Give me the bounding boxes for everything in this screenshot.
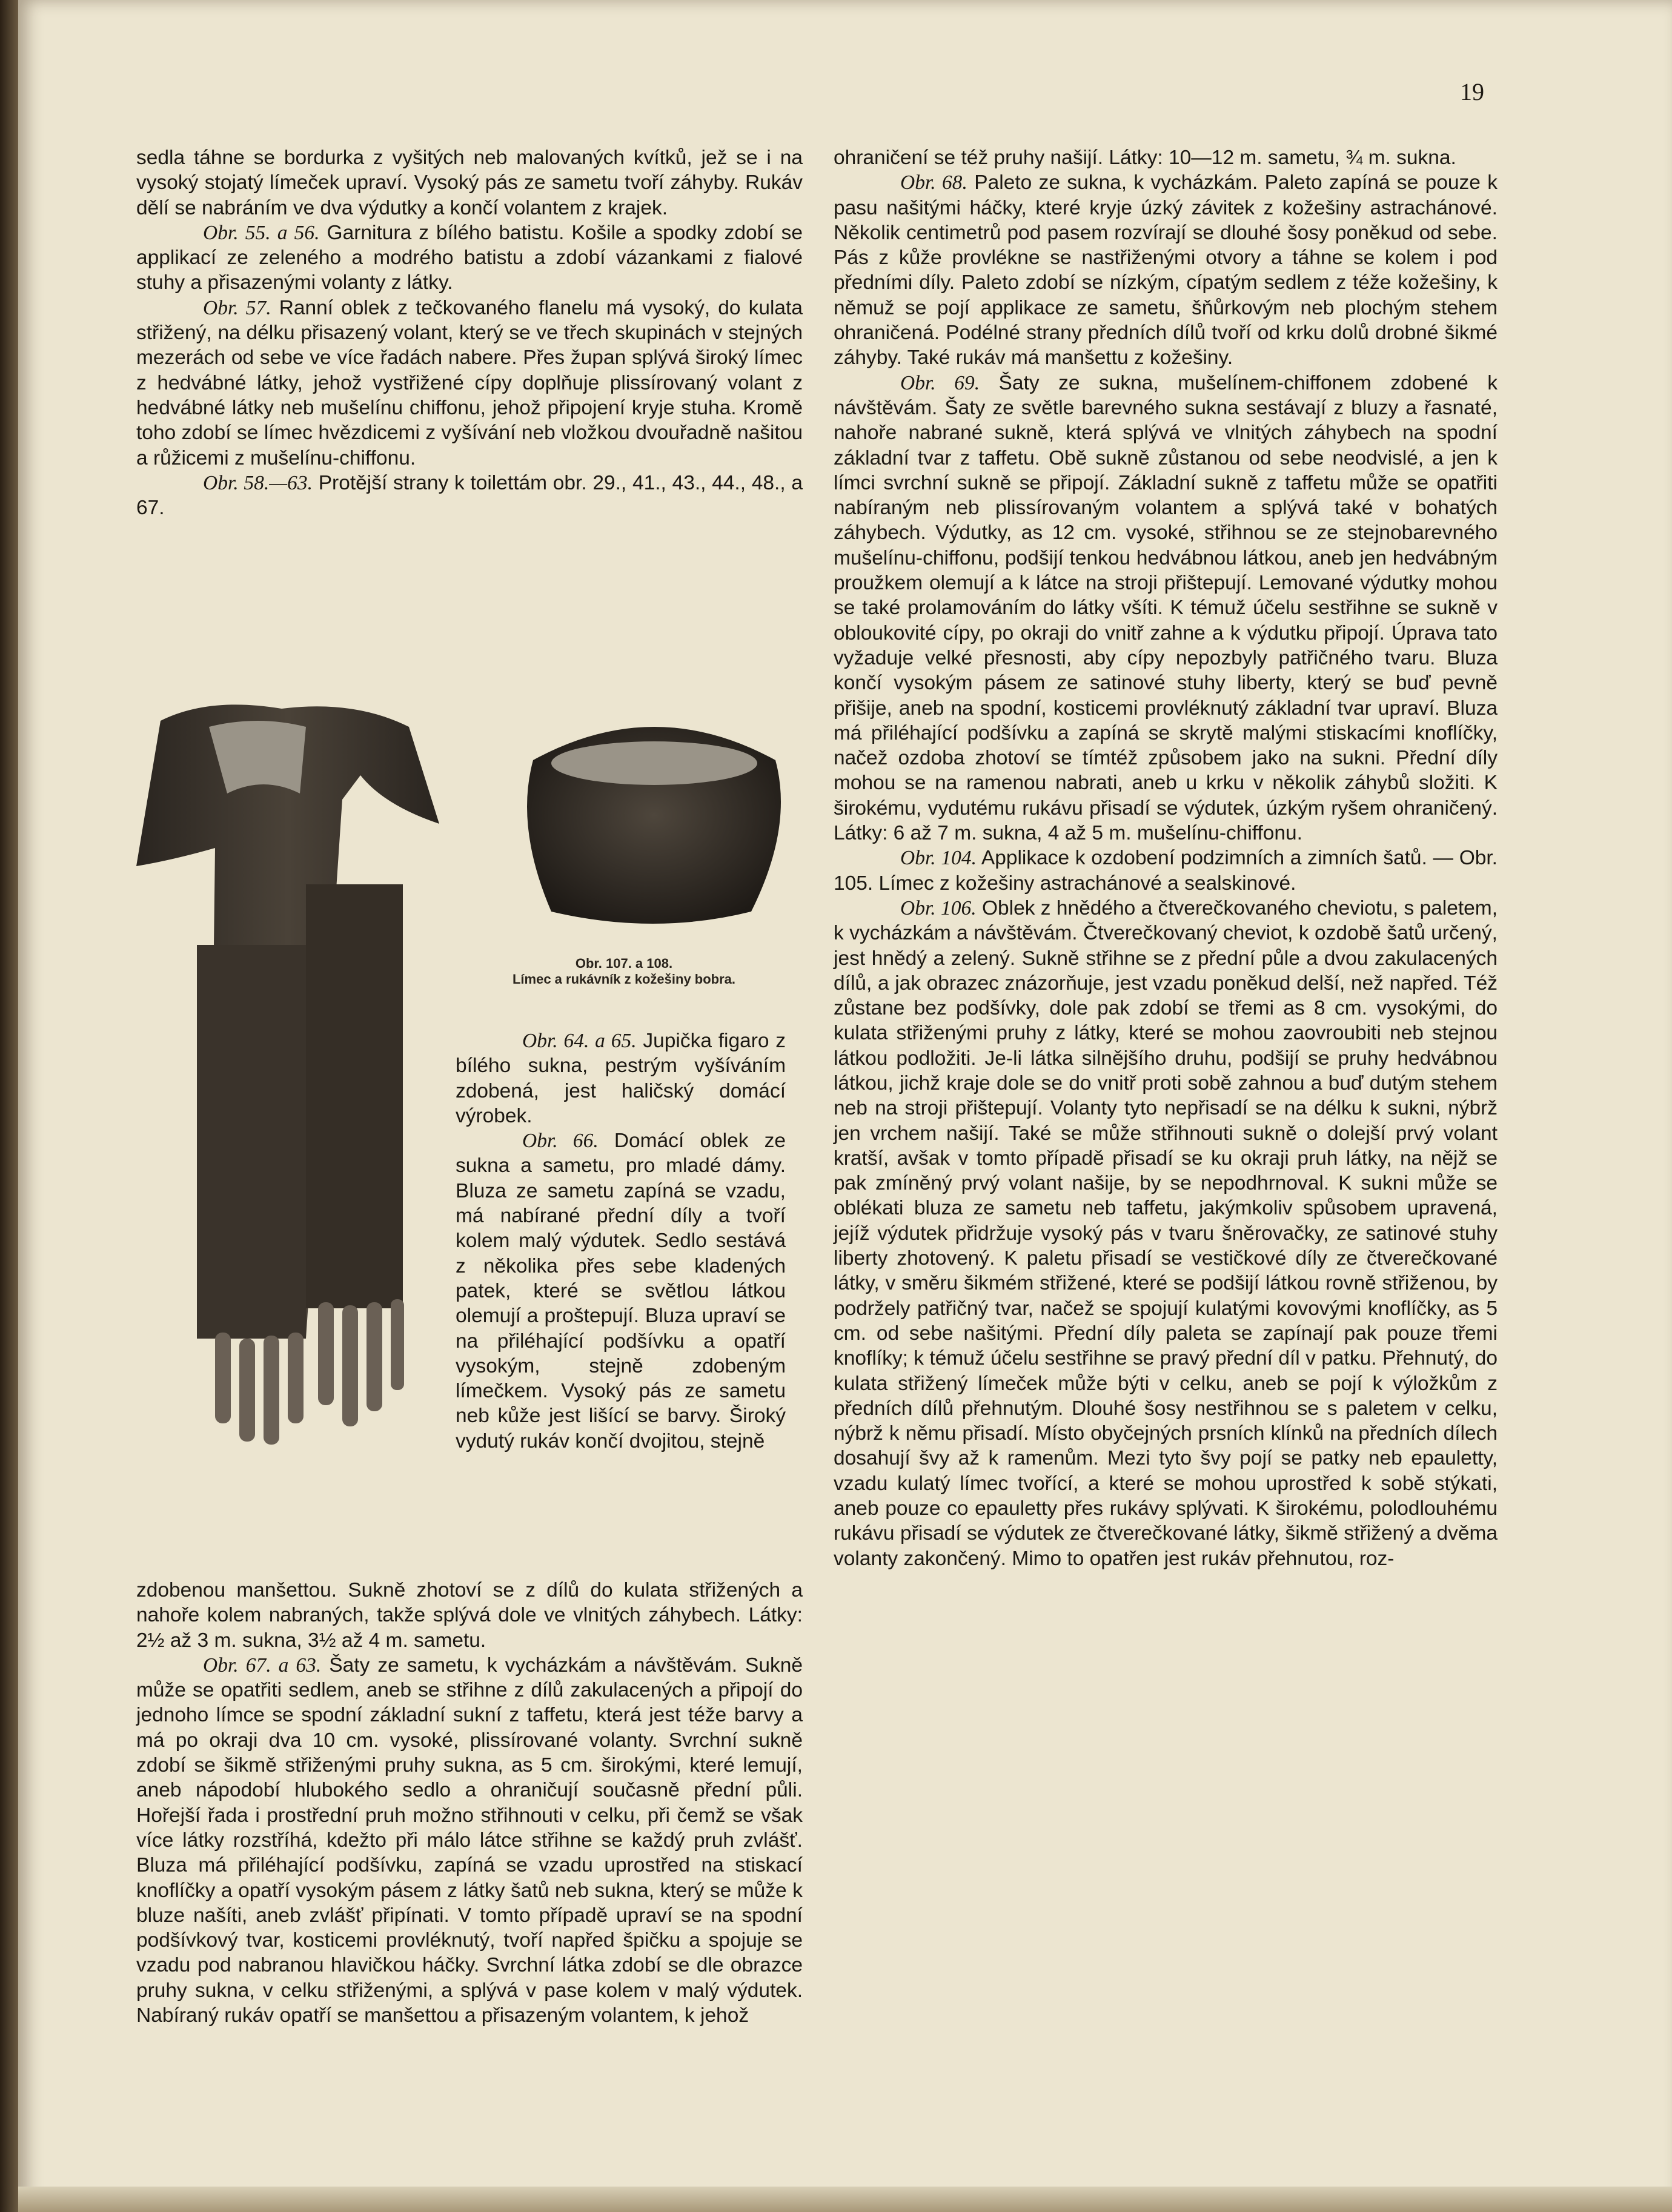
paragraph: Obr. 58.—63. Protější strany k toilettám obr. 29., 41., 43., 44., 48., a 67. — [136, 471, 803, 520]
figure-caption — [466, 956, 781, 987]
paragraph: sedla táhne se bordurka z vyšitých neb malovaných kvítků, jež se i na vysoký stojatý límeček upraví. Vysoký pás ze sametu tvoří záhyby. Rukáv dělí se nabráním ve dva výdutky a končí volantem z krajek. — [136, 147, 803, 219]
paragraph: Obr. 64. a 65. Jupička figaro z bílého sukna, pestrým vyšíváním zdobená, jest haličský domácí výrobek. — [456, 1030, 786, 1127]
figure-reference: Obr. 58.—63. — [203, 471, 313, 494]
figure-reference: Obr. 57. — [203, 296, 271, 319]
paragraph: Obr. 55. a 56. Garnitura z bílého batistu. Košile a spodky zdobí se applikací ze zeleného a modrého batistu a zdobí vázankami z fialové stuhy a přisazenými volanty z látky. — [136, 221, 803, 294]
paragraph: zdobenou manšettou. Sukně zhotoví se z dílů do kulata střižených a nahoře kolem nabraných, takže splývá dole ve vlnitých záhybech. Látky: 2½ až 3 m. sukna, 3½ až 4 m. sametu. — [136, 1579, 803, 1652]
caption-line: Obr. 107. a 108. — [575, 956, 673, 971]
paragraph: Obr. 69. Šaty ze sukna, mušelínem-chiffonem zdobené k návštěvám. Šaty ze světle barevného sukna sestávají z bluzy a řasnaté, nahoře nabrané sukně, která splývá ve vlnitých záhybech na spodní základní tvar z taffetu. Obě sukně zůstanou od sebe neodvislé, a jen k límci svrchní sukně se připojí. Základní sukně z taffetu může se opatřiti nabíraným neb plissírovaným volantem a splývá také v bohatých záhybech. Výdutky, as 12 cm. vysoké, střihnou se ze stejnobarevného mušelínu-chiffonu, podšijí tenkou hedvábnou látkou, aneb jen hedvábným proužkem olemují a k látce na stroji přištepují. Lemované výdutky mohou se také prolamováním do látky všíti. K témuž účelu sestřihne se sukně v obloukovité cípy, po okraji do vnitř zahne a k výdutku připojí. Úprava tato vyžaduje velké přesnosti, aby cípy nepozbyly patřičného tvaru. Bluza končí vysokým pásem ze satinové stuhy liberty, který se buď pevně přišije, aneb na spodní, kosticemi provléknutý základní tvar upraví. Bluza má přiléhající podšívku a zapíná se skrytě malými stiskacími knoflíčky, načež ozdoba zhotoví se tímtéž způsobem jako na sukni. Přední díly mohou se na ramenou nabrati, aneb u krku v několik záhybů složiti. K širokému, vydutému rukávu přisadí se výdutek, úzkým ryšem ohraničený. Látky: 6 až 7 m. sukna, 4 až 5 m. mušelínu-chiffonu. — [834, 371, 1498, 845]
figure-reference: Obr. 68. — [900, 171, 967, 194]
left-column-beside-figure — [456, 1028, 786, 1454]
figure-reference: Obr. 67. a 63. — [203, 1654, 322, 1677]
figure-reference: Obr. 104. — [900, 847, 977, 870]
caption-line: Límec a rukávník z kožešiny bobra. — [512, 972, 736, 987]
left-column-top — [136, 145, 803, 520]
figure-reference: Obr. 66. — [522, 1130, 599, 1153]
fur-collar-illustration — [124, 703, 451, 1460]
paragraph: Obr. 57. Ranní oblek z tečkovaného flanelu má vysoký, do kulata střižený, na délku přisazený volant, který se ve třech skupinách v stejných mezerách od sebe ve více řadách nabere. Přes župan splývá široký límec z hedvábné látky, jehož vystřižené cípy doplňuje plissírovaný volant z hedvábné látky neb mušelínu chiffonu, jehož připojení kryje stuha. Kromě toho zdobí se límec hvězdicemi z vyšívání neb vložkou dvouřadně našitou a růžicemi z mušelínu-chiffonu. — [136, 296, 803, 469]
figure-reference: Obr. 106. — [900, 896, 977, 919]
page-number: 19 — [1460, 78, 1484, 105]
paragraph: Obr. 66. Domácí oblek ze sukna a sametu, pro mladé dámy. Bluza ze sametu zapíná se vzadu, má nabírané přední díly a tvoří kolem malý výdutek. Sedlo sestává z několika přes sebe kladených patek, které se světlou látkou olemují a proštepují. Bluza upraví se na přiléhající podšívku a opatří vysokým, stejně zdobeným límečkem. Vysoký pás ze sametu neb kůže jest lišící se barvy. Široký vydutý rukáv končí dvojitou, stejně — [456, 1130, 786, 1452]
right-column — [834, 145, 1498, 1571]
paragraph: ohraničení se též pruhy našijí. Látky: 10—12 m. sametu, ¾ m. sukna. — [834, 147, 1456, 169]
figure-reference: Obr. 69. — [900, 371, 980, 394]
figure-reference: Obr. 55. a 56. — [203, 221, 320, 244]
left-column-bottom — [136, 1578, 803, 2028]
paragraph: Obr. 106. Oblek z hnědého a čtverečkovaného cheviotu, s paletem, k vycházkám a návštěvám. Čtverečkovaný cheviot, k ozdobě šatů určený, jest hnědý a zelený. Sukně střihne se z přední půle a dvou zakulacených dílů, a jak obrazec znázorňuje, jest vzadu poněkud delší, než napřed. Též zůstane bez podšívky, dole pak zdobí se třemi as 8 cm. vysokými, do kulata střiženými pruhy z látky, které se mohou zaovroubiti neb stejnou látkou podložiti. Je-li látka silnějšího druhu, podšijí se pruhy hedvábnou látkou, jichž kraje dole se do vnitř proti sobě zahnou a buď dutým stehem neb na stroji přištepují. Volanty tyto nepřisadí se na délku k sukni, nýbrž jen vrchem našijí. Také se může střihnouti sukně o dolejší prvý volant kratší, avšak v tomto případě přisadí se ku okraji pruh látky, na nějž se pak zmíněný prvý volant našije, by se nepodhrnoval. K sukni může se oblékati bluza ze sametu neb taffetu, jakýmkoliv spůsobem upravená, jejíž výdutek přidržuje vysoký pás v tvaru šněrovačky, ze satinové stuhy liberty zhotovený. K paletu přisadí se vestičkové díly ze čtverečkované látky, v směru šikmém střižené, které se podšijí látkou rovně střiženou, by podržely patřičný tvar, načež se spojují kulatými kovovými knoflíčky, as 5 cm. od sebe našitými. Přední díly paleta se zapínají pak pouze třemi knoflíky; k témuž účelu sestřihne se pravý přední díl v patku. Přehnutý, do kulata střižený límeček může býti v celku, aneb se pojí k výložkům z předních dílů přehnutým. Dlouhé šosy nestřihnou se s paletem v celku, nýbrž k němu přisadí. Místo obyčejných prsních klínků na předních dílech dosahují švy až k ramenům. Mezi tyto švy pojí se patky neb epauletty, vzadu kulatý límec tvořící, a které se mohou uprostřed k sobě stýkati, aneb pouze co epauletty přes rukávy splývati. K širokému, polodlouhému rukávu přisadí se výdutek ze čtverečkované látky, šikmě střižený a dvěma volanty zakončený. Mimo to opatřen jest rukáv přehnutou, roz- — [834, 896, 1498, 1570]
scan-edge — [0, 0, 18, 2212]
fur-muff-illustration — [509, 706, 800, 936]
paragraph: Obr. 67. a 63. Šaty ze sametu, k vycházkám a návštěvám. Sukně může se opatřiti sedlem, aneb se střihne z dílů zakulacených a připojí do jednoho límce se spodní základní sukní z taffetu, která jest téže barvy a má po okraji dva 10 cm. vysoké, plissírované volanty. Svrchní sukně zdobí se šikmě střiženými pruhy sukna, as 5 cm. širokými, které lemují, aneb nápodobí hlubokého sedlo a ohraničují současně přední půli. Hořejší řada i prostřední pruh možno střihnouti v celku, při čemž se však více látky rozstříhá, kdežto při málo látce střihne se každý pruh zvlášť. Bluza má přiléhající podšívku, zapíná se vzadu uprostřed na stiskací knoflíčky a opatří vysokým pásem z látky šatů neb sukna, který se může k bluze našíti, aneb zvlášť připínati. V tomto případě upraví se na spodní podšívkový tvar, kosticemi provléknutý, tvoří napřed špičku a spojuje se vzadu pod nabranou hlavičkou háčky. Svrchní látka zdobí se dle obrazce pruhy sukna, v celku střiženými, a splývá v pase kolem v malý výdutek. Nabíraný rukáv opatří se manšettou a přisazeným volantem, k jehož — [136, 1654, 803, 2027]
figure-reference: Obr. 64. a 65. — [522, 1030, 637, 1052]
paragraph: Obr. 104. Applikace k ozdobení podzimních a zimních šatů. — Obr. 105. Límec z kožešiny astrachánové a sealskinové. — [834, 847, 1498, 895]
paragraph: Obr. 68. Paleto ze sukna, k vycházkám. Paleto zapíná se pouze k pasu našitými háčky, které kryje úzký závitek z kožešiny astrachánové. Několik centimetrů pod pasem rozvírají se dlouhé šosy poněkud od sebe. Pás z kůže provlékne se nastřiženými otvory a táhne se kolem i pod předními díly. Paleto zdobí se nízkým, cípatým sedlem z téže kožešiny, k němuž se pojí applikace ze sametu, šňůrkovým neb plochým stehem ohraničená. Podélné strany předních dílů tvoří od krku dolů drobné šikmé záhyby. Také rukáv má manšettu z kožešiny. — [834, 171, 1498, 369]
page-bottom-edge — [18, 2187, 1672, 2212]
